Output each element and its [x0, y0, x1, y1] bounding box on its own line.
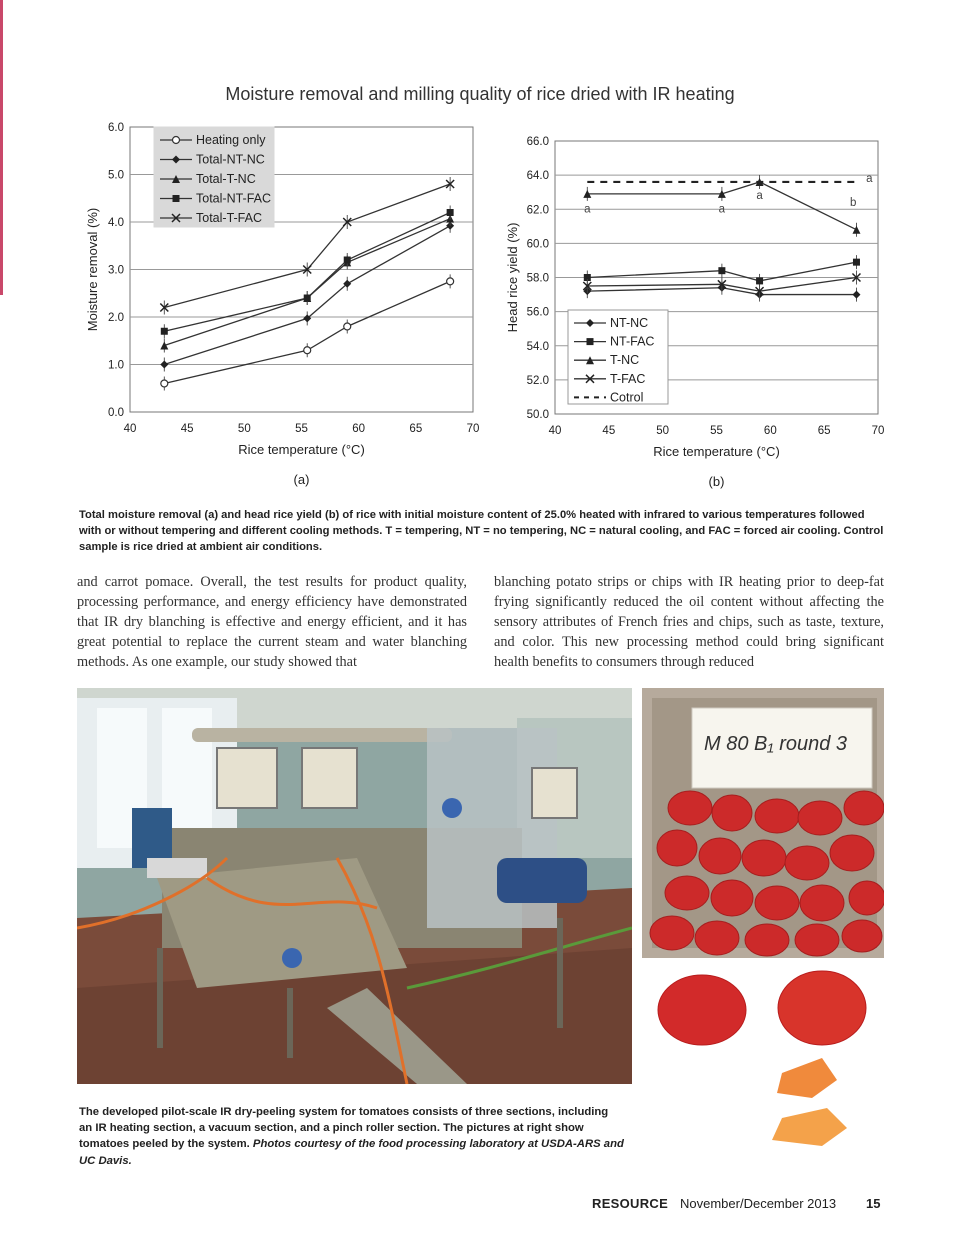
y-tick-label: 0.0 — [108, 407, 124, 419]
data-point — [304, 295, 311, 302]
x-tick-label: 50 — [656, 425, 670, 437]
legend-entry: NT-NC — [610, 316, 649, 330]
legend — [154, 127, 274, 227]
data-point — [853, 259, 860, 266]
data-point — [344, 323, 351, 330]
legend-marker — [173, 137, 180, 144]
legend-marker — [173, 195, 180, 202]
y-tick-label: 52.0 — [526, 374, 549, 387]
figure-caption-photos — [79, 1104, 624, 1169]
legend-entry: NT-FAC — [610, 334, 655, 349]
annotation-label: b — [850, 196, 857, 209]
figure-title: Moisture removal and milling quality of rice dried with IR heating — [225, 84, 735, 104]
page-footer — [0, 1196, 960, 1216]
data-point — [447, 278, 454, 285]
y-tick-label: 50.0 — [526, 409, 549, 421]
y-tick-label: 1.0 — [108, 359, 124, 372]
y-tick-label: 64.0 — [526, 170, 549, 183]
footer-date: November/December 2013 — [680, 1196, 837, 1211]
data-point — [304, 347, 311, 354]
annotation-label: a — [866, 172, 873, 185]
panel-label: (a) — [293, 472, 310, 487]
x-tick-label: 60 — [352, 423, 366, 435]
data-point — [447, 209, 454, 216]
legend-entry: Total-T-NC — [196, 172, 256, 186]
y-tick-label: 5.0 — [108, 169, 124, 182]
legend-entry: Total-NT-NC — [196, 152, 265, 167]
figure-caption-charts: Total moisture removal (a) and head rice yield (b) of rice with initial moisture content of 25.0% heated with infrared to various temperatures followed with or without tempering and different cooling methods. T = tempering, NT = no tempering, NC = natural cooling, and FAC = forced air cooling. Control sample is rice dried at ambient air conditions. — [79, 509, 884, 553]
chart-b-head-rice-yield — [495, 112, 895, 494]
y-tick-label: 60.0 — [526, 238, 549, 251]
x-tick-label: 40 — [548, 425, 562, 437]
annotation-label: a — [756, 190, 763, 203]
footer-publication: RESOURCE — [592, 1196, 669, 1211]
page-margin-line — [0, 0, 3, 295]
y-tick-label: 58.0 — [526, 272, 549, 285]
annotation-label: a — [584, 203, 591, 216]
legend-entry: T-NC — [610, 353, 640, 368]
x-tick-label: 60 — [763, 425, 777, 437]
y-tick-label: 6.0 — [108, 122, 124, 134]
panel-label: (b) — [708, 474, 725, 489]
x-axis-label: Rice temperature (°C) — [238, 442, 365, 457]
data-point — [756, 277, 763, 284]
legend-entry: T-FAC — [610, 371, 646, 386]
x-axis-label: Rice temperature (°C) — [653, 444, 780, 459]
x-tick-label: 55 — [710, 425, 723, 437]
data-point — [161, 328, 168, 335]
photo-label-handwriting: M 80 B₁ round 3 — [704, 733, 848, 755]
photo-tomatoes-tray — [642, 688, 884, 958]
legend-entry: Heating only — [196, 133, 266, 147]
legend-marker — [587, 338, 594, 345]
y-tick-label: 62.0 — [526, 204, 549, 217]
data-point — [718, 267, 725, 274]
y-tick-label: 4.0 — [108, 217, 124, 229]
body-text-column-2: blanching potato strips or chips with IR heating prior to deep-fat frying significantly reduced the oil content without affecting the sensory attributes of French fries and chips, such as taste, texture, and color. This new processing method could bring significant health benefits to consumers through reduced — [494, 574, 884, 670]
legend-entry: Total-T-FAC — [196, 211, 262, 225]
body-text-column-1: and carrot pomace. Overall, the test results for product quality, processing performance, and energy efficiency have demonstrated that IR dry blanching is effective and energy efficient, and it has great potential to replace the current steam and water blanching methods. As one example, our study showed that — [77, 574, 467, 670]
y-axis-label: Head rice yield (%) — [505, 222, 520, 333]
x-tick-label: 65 — [409, 423, 423, 435]
legend-entry: Cotrol — [610, 390, 644, 405]
legend — [568, 310, 668, 404]
footer-page-number: 15 — [866, 1196, 881, 1211]
y-tick-label: 54.0 — [526, 340, 549, 353]
y-tick-label: 2.0 — [108, 312, 124, 324]
x-tick-label: 65 — [817, 425, 831, 437]
y-tick-label: 3.0 — [108, 264, 124, 277]
caption-photos-credit: Photos courtesy of the food processing laboratory at USDA-ARS and UC Davis. — [79, 1138, 624, 1167]
x-tick-label: 40 — [123, 423, 137, 435]
x-tick-label: 45 — [180, 423, 194, 435]
photo-ir-dry-peeling-system — [77, 688, 632, 1084]
x-tick-label: 45 — [602, 425, 616, 437]
legend-entry: Total-NT-FAC — [196, 191, 272, 206]
y-tick-label: 56.0 — [526, 306, 549, 319]
chart-a-moisture-removal — [75, 112, 495, 494]
x-tick-label: 70 — [466, 423, 480, 435]
x-tick-label: 70 — [871, 425, 885, 437]
y-tick-label: 66.0 — [526, 136, 549, 148]
y-axis-label: Moisture removal (%) — [85, 207, 100, 332]
data-point — [344, 257, 351, 264]
x-tick-label: 55 — [295, 423, 308, 435]
x-tick-label: 50 — [237, 423, 251, 435]
caption-photos-main: The developed pilot-scale IR dry-peeling system for tomatoes consists of three sections, including an IR heating section, a vacuum section, and a pinch roller section. The pictures at right show tomatoes peeled by the system. — [79, 1106, 609, 1151]
data-point — [161, 380, 168, 387]
annotation-label: a — [718, 203, 726, 216]
photo-peeled-tomatoes — [642, 968, 884, 1168]
